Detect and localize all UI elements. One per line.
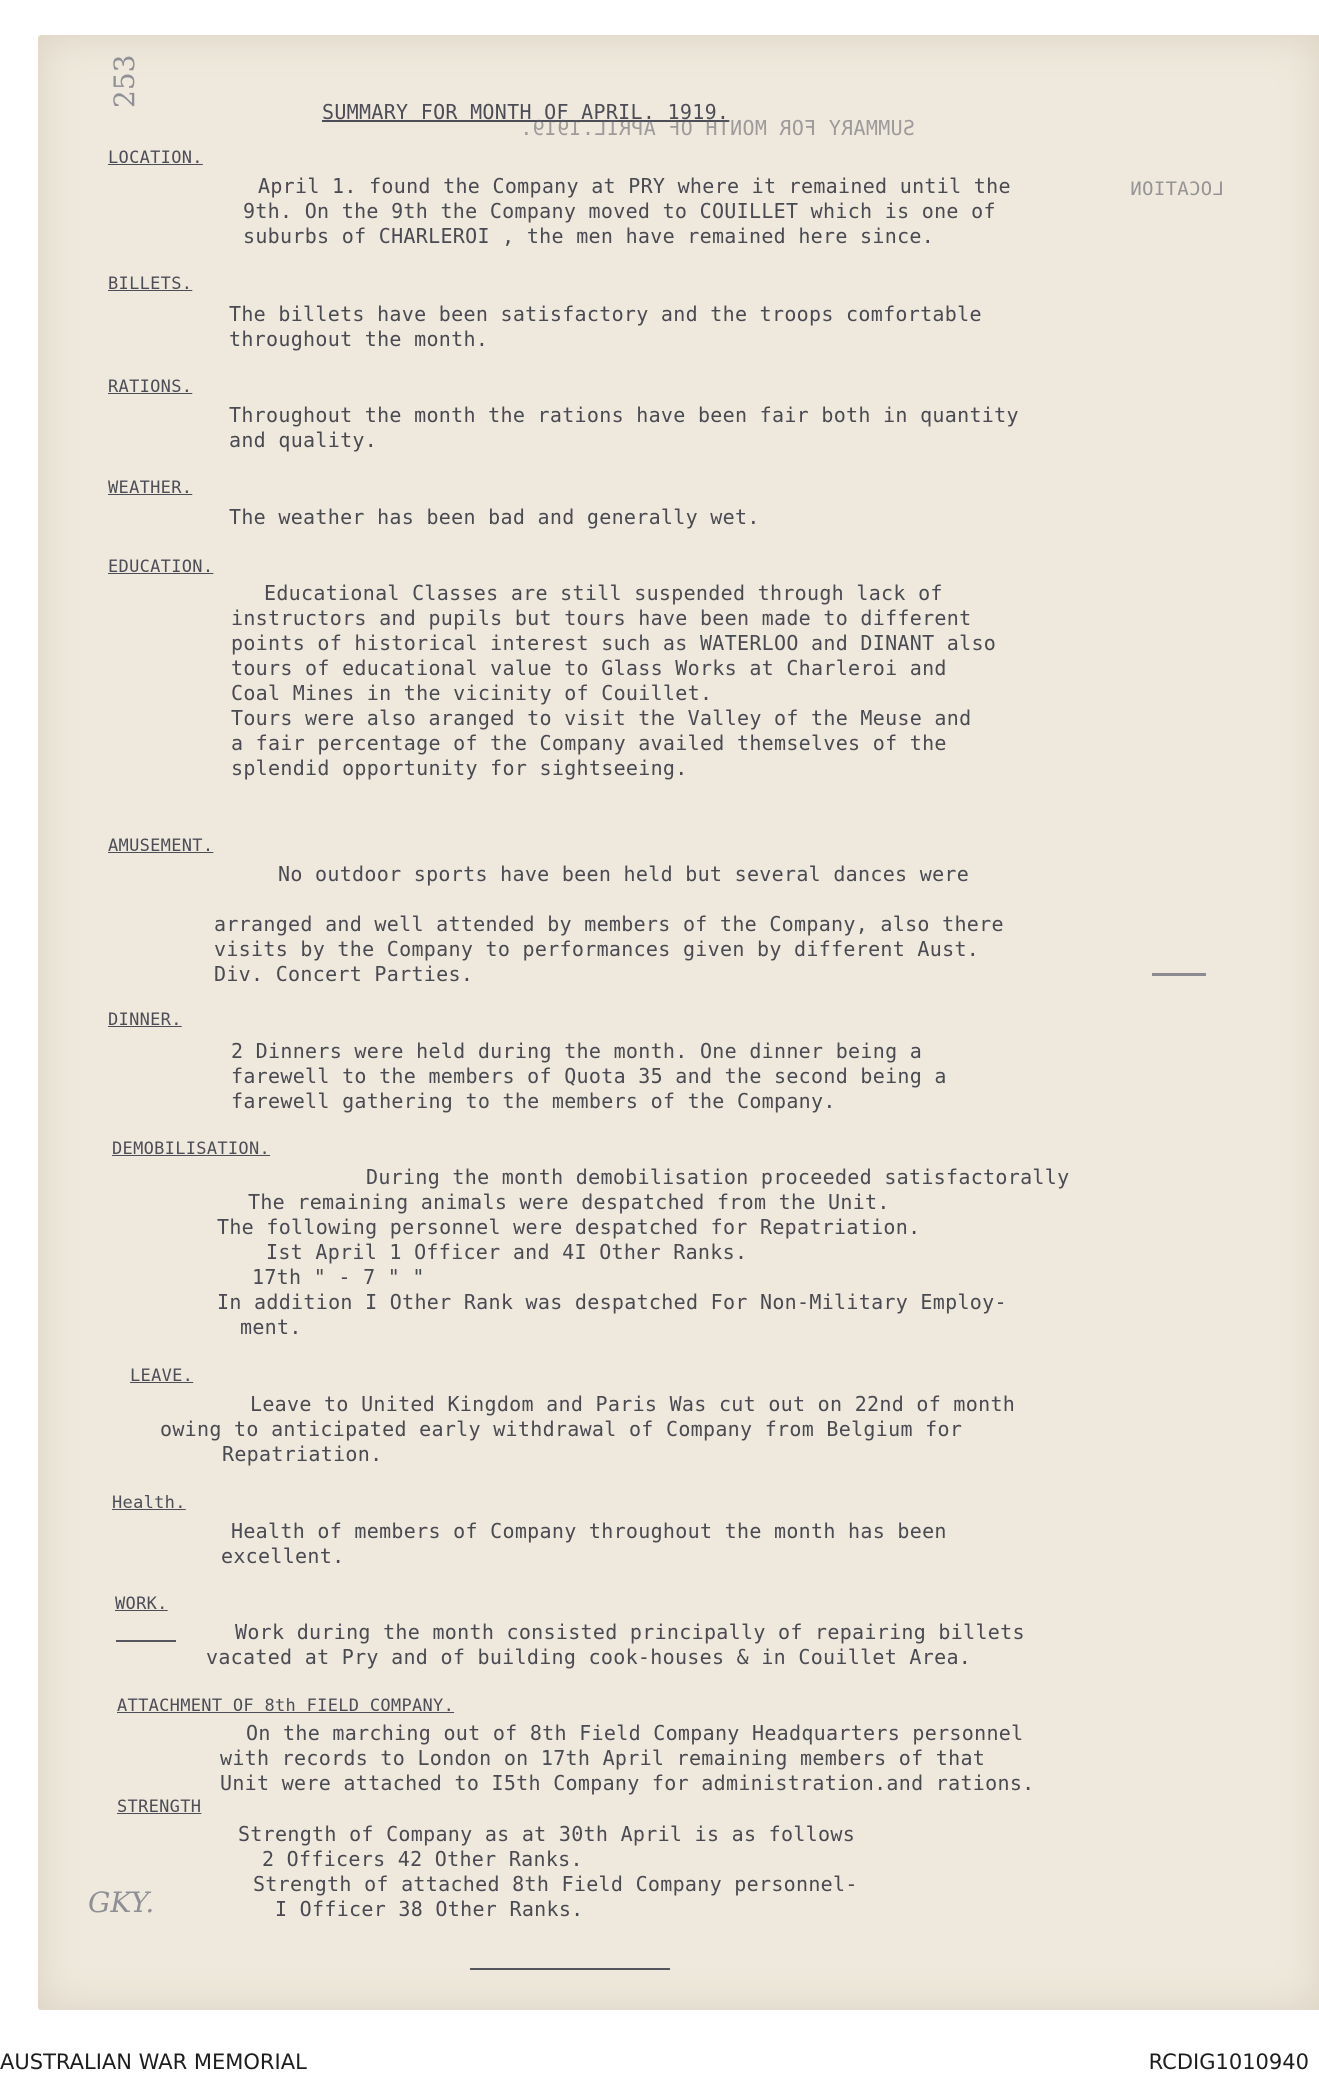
- text-line: points of historical interest such as WATERLOO and DINANT also: [231, 631, 997, 655]
- text-line: farewell gathering to the members of the Company.: [231, 1089, 836, 1113]
- footer-institution: AUSTRALIAN WAR MEMORIAL: [0, 2050, 307, 2074]
- text-line: ment.: [240, 1315, 302, 1339]
- text-line: The remaining animals were despatched from the Unit.: [248, 1190, 890, 1214]
- section-heading-health: Health.: [112, 1493, 186, 1513]
- text-line: During the month demobilisation proceeded satisfactorally: [366, 1165, 1070, 1189]
- offset-title-ghost: SUMMARY FOR MONTH OF APRIL.1919.: [520, 116, 915, 140]
- text-line: The following personnel were despatched for Repatriation.: [217, 1215, 921, 1239]
- text-line: throughout the month.: [229, 327, 489, 351]
- section-heading-location: LOCATION.: [108, 148, 203, 168]
- section-heading-demobilisation: DEMOBILISATION.: [112, 1139, 271, 1159]
- text-line: Coal Mines in the vicinity of Couillet.: [231, 681, 713, 705]
- text-line: Repatriation.: [222, 1442, 383, 1466]
- text-line: suburbs of CHARLEROI , the men have remained here since.: [243, 224, 935, 248]
- text-line: 2 Dinners were held during the month. One dinner being a: [231, 1039, 923, 1063]
- text-line: On the marching out of 8th Field Company Headquarters personnel: [246, 1721, 1024, 1745]
- section-heading-education: EDUCATION.: [108, 557, 214, 577]
- text-line: 17th " - 7 " ": [252, 1265, 425, 1289]
- section-heading-amusement: AMUSEMENT.: [108, 836, 214, 856]
- footer-record-id: RCDIG1010940: [1148, 2050, 1309, 2074]
- text-line: arranged and well attended by members of the Company, also there: [214, 912, 1004, 936]
- text-line: and quality.: [229, 428, 378, 452]
- text-line: visits by the Company to performances given by different Aust.: [214, 937, 980, 961]
- text-line: Div. Concert Parties.: [214, 962, 474, 986]
- text-line: with records to London on 17th April remaining members of that: [220, 1746, 986, 1770]
- text-line: April 1. found the Company at PRY where it remained until the: [258, 174, 1011, 198]
- page-title: SUMMARY FOR MONTH OF APRIL. 1919.: [322, 100, 730, 124]
- text-line: Strength of attached 8th Field Company personnel-: [253, 1872, 858, 1896]
- text-line: vacated at Pry and of building cook-houses & in Couillet Area.: [206, 1645, 972, 1669]
- folio-number: 253: [108, 54, 141, 108]
- text-line: No outdoor sports have been held but several dances were: [278, 862, 970, 886]
- section-heading-dinner: DINNER.: [108, 1010, 182, 1030]
- section-heading-rations: RATIONS.: [108, 377, 193, 397]
- text-line: owing to anticipated early withdrawal of Company from Belgium for: [160, 1417, 963, 1441]
- text-line: Strength of Company as at 30th April is as follows: [238, 1822, 856, 1846]
- text-line: splendid opportunity for sightseeing.: [231, 756, 688, 780]
- text-line: Tours were also aranged to visit the Valley of the Meuse and: [231, 706, 972, 730]
- pencil-initials: GKY.: [88, 1886, 155, 1919]
- text-line: Throughout the month the rations have been fair both in quantity: [229, 403, 1019, 427]
- text-line: The billets have been satisfactory and the troops comfortable: [229, 302, 982, 326]
- text-line: Leave to United Kingdom and Paris Was cut out on 22nd of month: [250, 1392, 1016, 1416]
- text-line: 2 Officers 42 Other Ranks.: [262, 1847, 583, 1871]
- section-heading-strength: STRENGTH: [117, 1797, 202, 1817]
- text-line: I Officer 38 Other Ranks.: [275, 1897, 584, 1921]
- text-line: farewell to the members of Quota 35 and the second being a: [231, 1064, 947, 1088]
- section-heading-billets: BILLETS.: [108, 274, 193, 294]
- section-heading-attachment: ATTACHMENT OF 8th FIELD COMPANY.: [117, 1696, 455, 1716]
- text-line: Work during the month consisted principally of repairing billets: [235, 1620, 1025, 1644]
- section-heading-work: WORK.: [115, 1594, 168, 1614]
- text-line: a fair percentage of the Company availed themselves of the: [231, 731, 947, 755]
- section-heading-leave: LEAVE.: [130, 1366, 194, 1386]
- text-line: instructors and pupils but tours have been made to different: [231, 606, 972, 630]
- section-heading-weather: WEATHER.: [108, 478, 193, 498]
- text-line: excellent.: [221, 1544, 345, 1568]
- underline-rule: [116, 1640, 176, 1642]
- text-line: Educational Classes are still suspended through lack of: [264, 581, 943, 605]
- closing-rule: [470, 1968, 670, 1970]
- text-line: Ist April 1 Officer and 4I Other Ranks.: [266, 1240, 748, 1264]
- text-line: tours of educational value to Glass Works at Charleroi and: [231, 656, 947, 680]
- text-line: Health of members of Company throughout the month has been: [231, 1519, 947, 1543]
- text-line: The weather has been bad and generally wet.: [229, 505, 760, 529]
- offset-location-ghost: LOCATION: [1130, 178, 1224, 200]
- text-line: In addition I Other Rank was despatched For Non-Military Employ-: [217, 1290, 1007, 1314]
- text-line: 9th. On the 9th the Company moved to COUILLET which is one of: [243, 199, 996, 223]
- stray-mark: [1152, 973, 1206, 976]
- text-line: Unit were attached to I5th Company for administration.and rations.: [220, 1771, 1035, 1795]
